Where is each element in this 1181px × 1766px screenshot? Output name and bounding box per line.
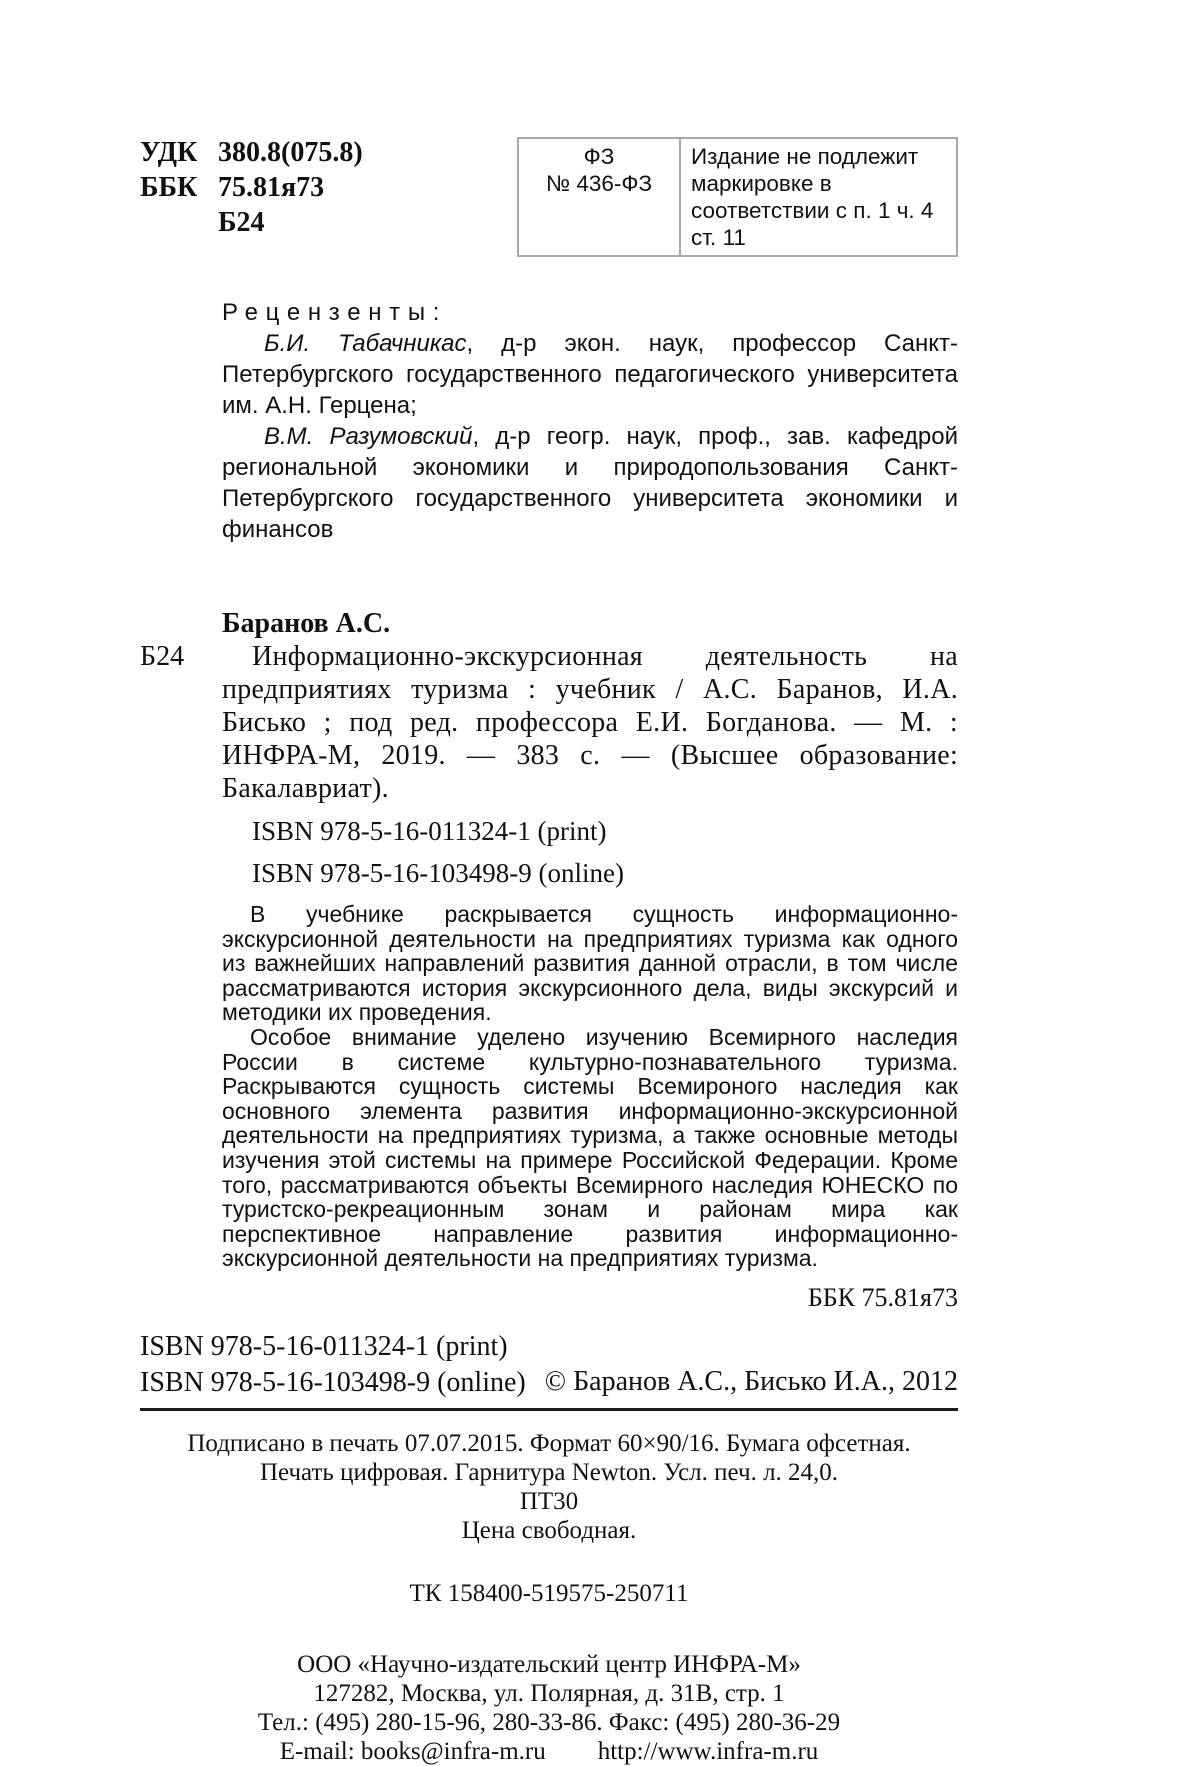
- publisher-url: http://www.infra-m.ru: [597, 1737, 819, 1765]
- udk-label: УДК: [140, 137, 198, 168]
- publisher-block: [140, 1650, 958, 1766]
- bbk-label: ББК: [140, 172, 198, 203]
- reviewer-credentials: , д-р экон. наук, профессор Санкт-Петербургского государственного педагогического университета им. А.Н. Герцена;: [222, 330, 959, 419]
- publisher-name: ООО «Научно-издательский центр ИНФРА-М»: [297, 1650, 801, 1678]
- print-colophon: [140, 1429, 958, 1608]
- annotation-paragraph: В учебнике раскрывается сущность информационно-экскурсионной деятельности на предприятиях туризма как одного из важнейших направлений развития данной отрасли, в том числе рассматриваются история экскурсионного дела, виды экскурсий и методики их проведения.: [222, 901, 958, 1026]
- colophon-line: Подписано в печать 07.07.2015. Формат 60×90/16. Бумага офсетная.: [187, 1429, 911, 1457]
- reviewer-name: Б.И. Табачникас: [264, 330, 467, 357]
- fz-marking-box: [517, 137, 958, 257]
- reviewer-name: В.М. Разумовский: [264, 423, 473, 450]
- colophon-line: Цена свободная.: [461, 1516, 637, 1544]
- horizontal-rule: [140, 1408, 958, 1411]
- publisher-email: E-mail: books@infra-m.ru: [279, 1737, 546, 1765]
- imprint-isbn-print: ISBN 978-5-16-011324-1 (print): [140, 1330, 508, 1362]
- reviewers-section: [222, 297, 958, 545]
- author-sign-spacer: [140, 205, 198, 240]
- catalog-author-heading: Баранов А.С.: [222, 608, 391, 639]
- top-row: [140, 135, 958, 257]
- annotation-paragraph: Особое внимание уделено изучению Всемирного наследия России в системе культурно-познавательного туризма. Раскрываются сущность системы Всемироного наследия как основного элемента развития информационно-экскурсионной деятельности на предприятиях туризма, а также основные методы изучения этой системы на примере Российской Федерации. Кроме того, рассматриваются объекты Всемирного наследия ЮНЕСКО по туристско-рекреационным зонам и районам мира как перспективное направление развития информационно-экскурсионной деятельности на предприятиях туризма.: [222, 1023, 958, 1272]
- classification-codes: [140, 135, 363, 240]
- colophon-line: ПТ30: [519, 1487, 579, 1515]
- imprint-row: [140, 1329, 958, 1401]
- fz-number: № 436-ФЗ: [545, 171, 653, 196]
- bbk-code-right: ББК 75.81я73: [807, 1282, 958, 1312]
- imprint-isbns: [140, 1329, 526, 1401]
- reviewers-heading: Рецензенты:: [222, 299, 448, 326]
- reviewer-entry: [222, 421, 958, 545]
- fz-law-cell: [519, 139, 681, 255]
- fz-label: ФЗ: [583, 144, 615, 169]
- copyright-notice: © Баранов А.С., Бисько И.А., 2012: [544, 1365, 958, 1397]
- isbn-print: ISBN 978-5-16-011324-1 (print): [252, 816, 607, 846]
- colophon-line: Печать цифровая. Гарнитура Newton. Усл. печ. л. 24,0.: [259, 1458, 839, 1486]
- bibliographic-description: Информационно-экскурсионная деятельность на предприятиях туризма : учебник / А.С. Баранов, И.А. Бисько ; под ред. профессора Е.И. Богданова. — М. : ИНФРА-М, 2019. — 383 с. — (Высшее образование: Бакалавриат).: [222, 641, 958, 804]
- publisher-contacts: [280, 1737, 819, 1766]
- catalog-entry-row: [140, 640, 958, 805]
- isbn-online: ISBN 978-5-16-103498-9 (online): [252, 858, 624, 888]
- fz-note-cell: Издание не подлежит маркировке в соответствии с п. 1 ч. 4 ст. 11: [691, 144, 934, 250]
- bbk-value: 75.81я73: [218, 172, 325, 203]
- author-sign-top: Б24: [218, 207, 265, 238]
- reviewer-credentials: , д-р геогр. наук, проф., зав. кафедрой региональной экономики и природопользования Санкт-Петербургского государственного университета экономики и финансов: [222, 423, 958, 543]
- udk-value: 380.8(075.8): [218, 137, 363, 168]
- author-sign-margin: Б24: [140, 641, 185, 672]
- tk-code: ТК 158400-519575-250711: [409, 1579, 689, 1607]
- publisher-phones: Тел.: (495) 280-15-96, 280-33-86. Факс: (495) 280-36-29: [257, 1708, 841, 1736]
- reviewer-entry: [222, 328, 958, 421]
- publisher-address: 127282, Москва, ул. Полярная, д. 31В, стр. 1: [313, 1679, 785, 1707]
- catalog-card: [140, 607, 958, 1313]
- imprint-isbn-online: ISBN 978-5-16-103498-9 (online): [140, 1366, 526, 1398]
- annotation: [222, 902, 958, 1271]
